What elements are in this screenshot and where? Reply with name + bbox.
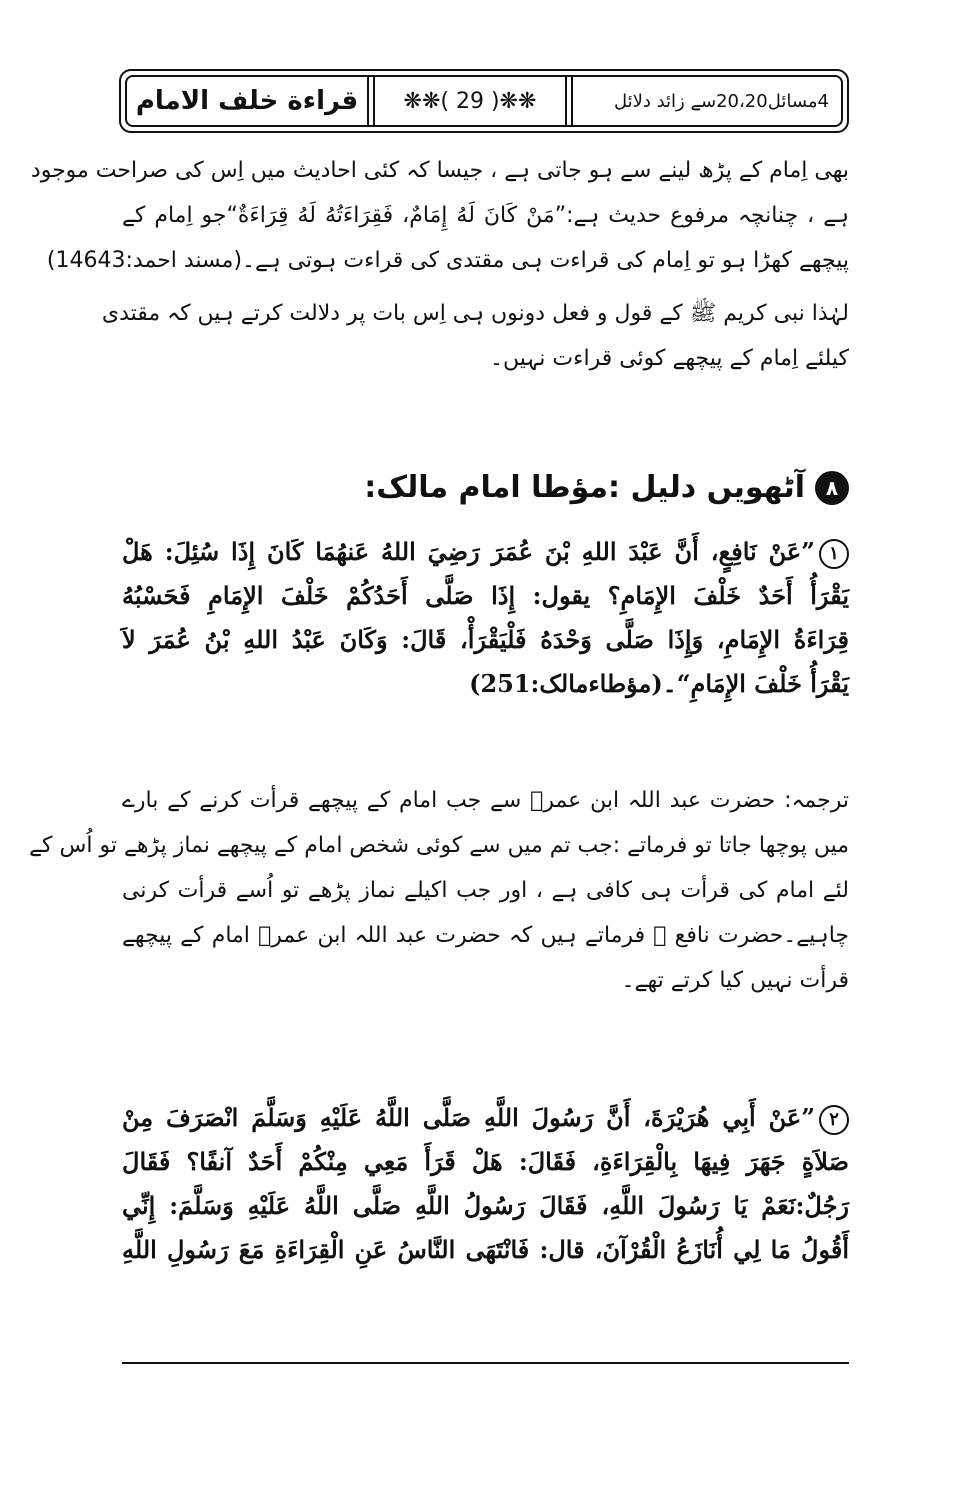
text-line: رَجُلٌ:نَعَمْ يَا رَسُولَ اللَّهِ، فَقَالَ رَسُولُ اللَّهِ صَلَّى اللَّهُ عَلَيْهِ وَسَلَّمَ: إِنِّي [122, 1191, 849, 1220]
text-line: چاہیے۔حضرت نافع ؒ فرماتے ہیں کہ حضرت عبد اللہ ابن عمرؓ امام کے پیچھے [122, 923, 849, 948]
text-line: صَلاَةٍ جَهَرَ فِيهَا بِالْقِرَاءَةِ، فَقَالَ: هَلْ قَرَأَ مَعِي مِنْكُمْ أَحَدٌ آنفًا؟ فَقَالَ [122, 1147, 849, 1176]
section-heading-text: آٹھویں دلیل :مؤطا امام مالک: [364, 470, 805, 505]
text-line: میں پوچھا جاتا تو فرماتے :جب تم میں سے کوئی شخص امام کے پیچھے نماز پڑھے تو اُس کے [29, 833, 849, 858]
section-number-badge: ٨ [815, 471, 849, 505]
series-title: 4مسائل20،20سے زائد دلائل [613, 90, 829, 112]
text-line: يَقْرَأُ خَلْفَ الإِمَامِ“۔(مؤطاءمالک:251) [469, 669, 849, 698]
text-line: پیچھے کھڑا ہو تو اِمام کی قراءت ہی مقتدی کی قراءت ہوتی ہے۔(مسند احمد:14643) [46, 248, 849, 273]
text-line [122, 530, 849, 574]
header-divider [565, 77, 573, 125]
text-line: ترجمہ: حضرت عبد اللہ ابن عمرؓ سے جب امام کے پیچھے قرأت کرنے کے بارے [122, 788, 849, 813]
text-line: کیلئے اِمام کے پیچھے کوئی قراءت نہیں۔ [490, 346, 849, 371]
hadith-text: ”عَنْ أَبِي هُرَيْرَةَ، أَنَّ رَسُولَ اللَّهِ صَلَّى اللَّهُ عَلَيْهِ وَسَلَّمَ انْصَرَفَ مِنْ [122, 1103, 816, 1132]
text-line: يَقْرَأُ أَحَدٌ خَلْفَ الإِمَامِ؟ يقول: إِذَا صَلَّى أَحَدُكُمْ خَلْفَ الإِمَامِ فَحَسْبُهُ [122, 581, 849, 610]
header-frame [125, 75, 843, 127]
text-line: قِرَاءَةُ الإِمَامِ، وَإِذَا صَلَّى وَحْدَهُ فَلْيَقْرَأْ، قَالَ: وَكَانَ عَبْدُ اللهِ بْنُ عُمَرَ لاَ [122, 625, 849, 654]
text-line: لئے امام کی قرأت ہی کافی ہے ، اور جب اکیلے نماز پڑھے تو اُسے قرأت کرنی [122, 878, 849, 903]
intro-paragraph [30, 148, 849, 381]
hadith-1 [122, 530, 849, 706]
text-line [122, 1096, 849, 1140]
book-title: قراءة خلف الامام [135, 86, 359, 116]
translation-1 [29, 778, 849, 1003]
header-divider [367, 77, 375, 125]
page-header [119, 69, 849, 133]
section-heading [122, 466, 849, 510]
text-line: ہے ، چنانچہ مرفوع حدیث ہے:”مَنْ كَانَ لَهُ إِمَامٌ، فَقِرَاءَتُهُ لَهُ قِرَاءَةٌ“جو اِمام کے [122, 203, 849, 228]
hadith-number-circle: ١ [819, 539, 849, 569]
text-line: بھی اِمام کے پڑھ لینے سے ہو جاتی ہے ، جیسا کہ کئی احادیث میں اِس کی صراحت موجود [30, 158, 849, 183]
hadith-2 [122, 1096, 849, 1272]
text-line: أَقُولُ مَا لِي أُنَازَعُ الْقُرْآنَ، قال: فَانْتَهَى النَّاسُ عَنِ الْقِرَاءَةِ مَعَ رَسُولِ اللَّهِ [122, 1235, 849, 1264]
hadith-number-circle: ٢ [819, 1105, 849, 1135]
text-line: قرأت نہیں کیا کرتے تھے۔ [621, 968, 849, 993]
text-line: لہٰذا نبی کریم ﷺ کے قول و فعل دونوں ہی اِس بات پر دلالت کرتے ہیں کہ مقتدی [101, 301, 849, 326]
footer-rule [122, 1362, 849, 1364]
page-number: ❋❋( 29 )❋❋ [403, 88, 537, 114]
hadith-text: ”عَنْ نَافِعٍ، أَنَّ عَبْدَ اللهِ بْنَ عُمَرَ رَضِيَ اللهُ عَنهُمَا كَانَ إِذَا سُئِلَ: هَلْ [122, 537, 815, 566]
